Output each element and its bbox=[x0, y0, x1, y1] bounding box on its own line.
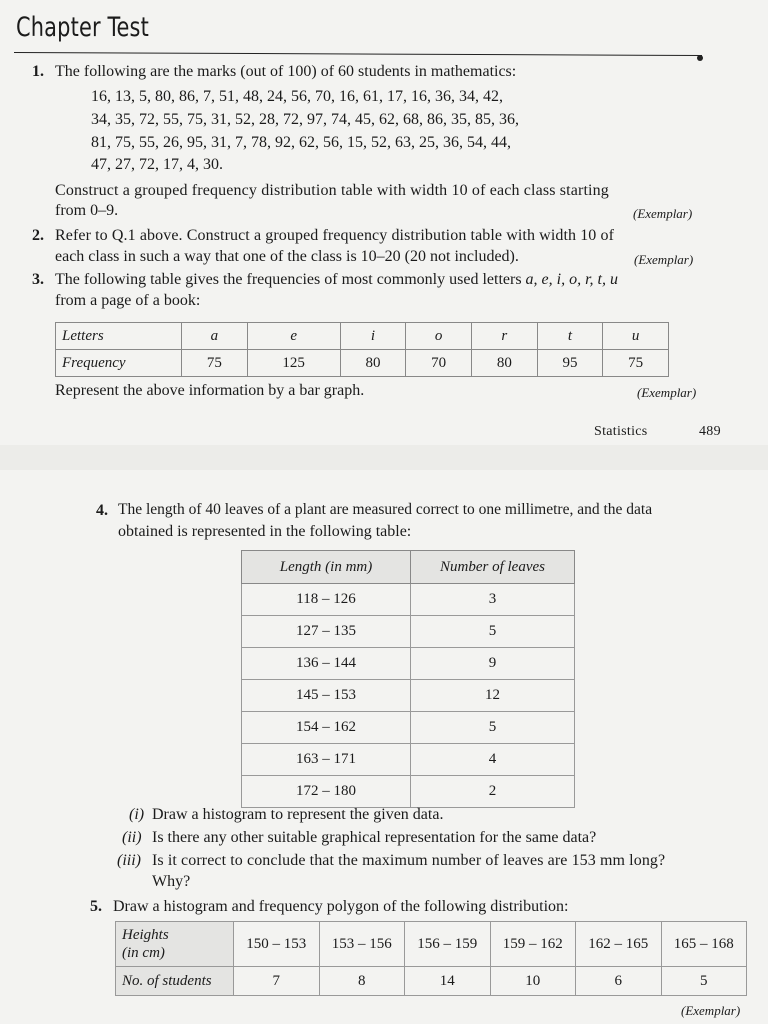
q3-line-text: The following table gives the frequencies of most commonly used letters bbox=[55, 271, 526, 288]
table-cell: 14 bbox=[405, 967, 491, 996]
table-cell: 80 bbox=[340, 350, 406, 377]
table-cell: r bbox=[471, 323, 537, 350]
q1-marks-line: 34, 35, 72, 55, 75, 31, 52, 28, 72, 97, 74, 45, 62, 68, 86, 35, 85, 36, bbox=[91, 111, 519, 128]
q1-instruction: from 0–9. bbox=[55, 202, 119, 219]
table-row bbox=[242, 680, 575, 712]
q1-instruction: Construct a grouped frequency distribution table with width 10 of each class starting bbox=[55, 182, 609, 199]
heading-rule bbox=[14, 52, 702, 56]
q2-line: Refer to Q.1 above. Construct a grouped frequency distribution table with width 10 of bbox=[55, 227, 615, 244]
q3-exemplar-tag: (Exemplar) bbox=[637, 385, 697, 400]
table-cell: 80 bbox=[471, 350, 537, 377]
table-cell: 165 – 168 bbox=[661, 922, 747, 967]
table-cell: 163 – 171 bbox=[242, 744, 411, 776]
next-page bbox=[0, 470, 768, 1024]
table-cell: 4 bbox=[411, 744, 575, 776]
letters-frequency-table bbox=[55, 322, 669, 377]
table-cell: 3 bbox=[411, 584, 575, 616]
length-column-header: Length (in mm) bbox=[242, 551, 411, 584]
q3-instruction: Represent the above information by a bar graph. bbox=[55, 382, 365, 399]
q1-line: The following are the marks (out of 100) of 60 students in mathematics: bbox=[55, 63, 517, 80]
leaves-length-table bbox=[241, 550, 575, 808]
students-header: No. of students bbox=[116, 967, 234, 996]
heights-header-line: Heights bbox=[122, 927, 169, 943]
q2-exemplar-tag: (Exemplar) bbox=[634, 252, 694, 267]
table-cell: 10 bbox=[490, 967, 576, 996]
table-row bbox=[242, 776, 575, 808]
q5-line: Draw a histogram and frequency polygon of the following distribution: bbox=[113, 898, 569, 915]
table-cell: 5 bbox=[411, 616, 575, 648]
chapter-test-heading: Chapter Test bbox=[16, 12, 149, 43]
table-cell: 2 bbox=[411, 776, 575, 808]
letters-header: Letters bbox=[56, 323, 182, 350]
footer-section-name: Statistics bbox=[594, 424, 648, 439]
table-cell: 6 bbox=[576, 967, 662, 996]
table-cell: i bbox=[340, 323, 406, 350]
q4-part-text: Draw a histogram to represent the given data. bbox=[152, 806, 444, 823]
table-cell: 153 – 156 bbox=[319, 922, 405, 967]
heights-students-table bbox=[115, 921, 747, 996]
table-cell: t bbox=[537, 323, 603, 350]
table-row bbox=[242, 616, 575, 648]
table-cell: 95 bbox=[537, 350, 603, 377]
table-row bbox=[242, 648, 575, 680]
q5-exemplar-tag: (Exemplar) bbox=[681, 1003, 741, 1018]
q4-line: obtained is represented in the following table: bbox=[118, 523, 412, 540]
table-row bbox=[242, 744, 575, 776]
q1-marks-line: 81, 75, 55, 26, 95, 31, 7, 78, 92, 62, 56, 15, 52, 63, 25, 36, 54, 44, bbox=[91, 134, 511, 151]
q1-number: 1. bbox=[32, 63, 44, 80]
q2-line: each class in such a way that one of the class is 10–20 (20 not included). bbox=[55, 248, 519, 265]
table-cell: o bbox=[406, 323, 472, 350]
table-cell: 70 bbox=[406, 350, 472, 377]
table-cell: 150 – 153 bbox=[234, 922, 320, 967]
q4-part-label: (iii) bbox=[117, 852, 141, 869]
q4-part-text: Why? bbox=[152, 873, 191, 890]
q2-number: 2. bbox=[32, 227, 44, 244]
heading-rule-dot bbox=[697, 55, 703, 61]
table-cell: 5 bbox=[411, 712, 575, 744]
table-cell: 12 bbox=[411, 680, 575, 712]
table-cell: e bbox=[247, 323, 340, 350]
leaves-column-header: Number of leaves bbox=[411, 551, 575, 584]
table-row bbox=[242, 712, 575, 744]
table-cell: 8 bbox=[319, 967, 405, 996]
q4-number: 4. bbox=[96, 502, 108, 519]
table-row bbox=[242, 584, 575, 616]
page-gap bbox=[0, 445, 768, 470]
table-cell: 127 – 135 bbox=[242, 616, 411, 648]
q4-part-label: (ii) bbox=[122, 829, 142, 846]
q1-marks-line: 47, 27, 72, 17, 4, 30. bbox=[91, 156, 223, 173]
table-cell: u bbox=[603, 323, 669, 350]
table-cell: 154 – 162 bbox=[242, 712, 411, 744]
table-cell: 5 bbox=[661, 967, 747, 996]
q3-line bbox=[55, 271, 618, 289]
q1-exemplar-tag: (Exemplar) bbox=[633, 206, 693, 221]
q3-letters: a, e, i, o, r, t, u bbox=[525, 271, 618, 288]
q4-part-text: Is there any other suitable graphical representation for the same data? bbox=[152, 829, 597, 846]
table-cell: 159 – 162 bbox=[490, 922, 576, 967]
table-cell: 145 – 153 bbox=[242, 680, 411, 712]
table-cell: 118 – 126 bbox=[242, 584, 411, 616]
heights-header-line: (in cm) bbox=[122, 945, 165, 961]
q4-part-label: (i) bbox=[129, 806, 145, 823]
table-cell: 156 – 159 bbox=[405, 922, 491, 967]
table-cell: a bbox=[182, 323, 248, 350]
table-cell: 75 bbox=[182, 350, 248, 377]
table-cell: 172 – 180 bbox=[242, 776, 411, 808]
table-cell: 9 bbox=[411, 648, 575, 680]
table-cell: 125 bbox=[247, 350, 340, 377]
q1-marks-line: 16, 13, 5, 80, 86, 7, 51, 48, 24, 56, 70, 16, 61, 17, 16, 36, 34, 42, bbox=[91, 88, 503, 105]
q5-number: 5. bbox=[90, 898, 102, 915]
frequency-header: Frequency bbox=[56, 350, 182, 377]
q3-number: 3. bbox=[32, 271, 44, 288]
q4-part-text: Is it correct to conclude that the maximum number of leaves are 153 mm long? bbox=[152, 852, 666, 869]
q4-line: The length of 40 leaves of a plant are measured correct to one millimetre, and the data bbox=[118, 501, 653, 518]
table-cell: 7 bbox=[234, 967, 320, 996]
page-489 bbox=[0, 0, 768, 445]
q3-line: from a page of a book: bbox=[55, 292, 201, 309]
table-cell: 136 – 144 bbox=[242, 648, 411, 680]
heights-header bbox=[116, 922, 234, 967]
table-cell: 162 – 165 bbox=[576, 922, 662, 967]
table-cell: 75 bbox=[603, 350, 669, 377]
footer-page-number: 489 bbox=[699, 424, 721, 439]
